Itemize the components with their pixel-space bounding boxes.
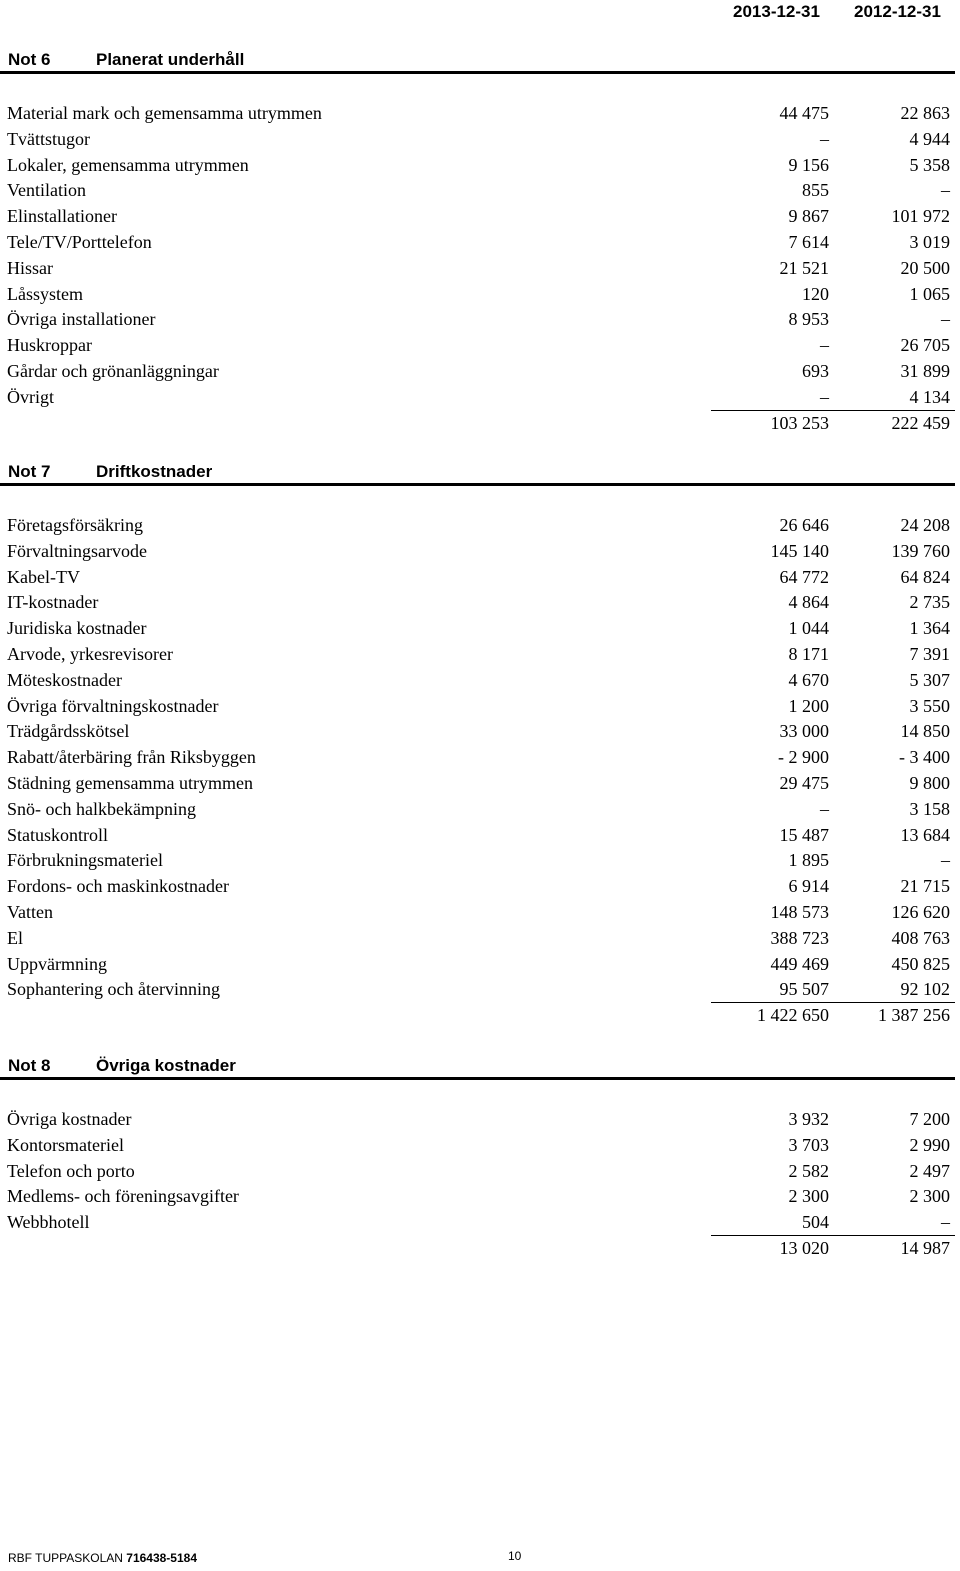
row-label: Kabel-TV	[7, 566, 80, 587]
row-label: Vatten	[7, 902, 53, 922]
row-value-2013: 9 867	[788, 206, 829, 227]
row-value-2013: 6 914	[788, 876, 829, 897]
row-value-2013: 3 703	[788, 1134, 829, 1155]
total-row	[0, 1003, 955, 1029]
note-number: Not 7	[8, 462, 51, 481]
table-row	[0, 874, 955, 900]
row-value-2012: 2 497	[909, 1160, 950, 1181]
table-row	[0, 823, 955, 849]
row-value-2013: 693	[802, 361, 829, 381]
row-value-2012: 20 500	[900, 257, 950, 278]
row-value-2013: 4 864	[788, 592, 829, 613]
row-label: Tele/TV/Porttelefon	[7, 232, 152, 252]
row-label: Material mark och gemensamma utrymmen	[7, 103, 322, 123]
row-value-2013: 1 200	[788, 695, 829, 716]
row-value-2013: 388 723	[770, 927, 829, 948]
row-value-2013: 449 469	[770, 953, 829, 974]
row-value-2012: 4 944	[909, 128, 950, 149]
note-header	[0, 48, 955, 74]
table-row	[0, 926, 955, 952]
table-row	[0, 642, 955, 668]
table-row	[0, 256, 955, 282]
row-value-2013: 120	[802, 283, 829, 304]
note-title: Driftkostnader	[96, 462, 213, 481]
row-label: Huskroppar	[7, 335, 92, 356]
table-row	[0, 565, 955, 591]
column-header-2012: 2012-12-31	[854, 2, 941, 21]
row-value-2013: 44 475	[779, 103, 829, 123]
row-value-2013: 95 507	[779, 979, 829, 1000]
row-value-2013: 15 487	[779, 824, 829, 845]
table-row	[0, 204, 955, 230]
column-header-2013: 2013-12-31	[733, 2, 820, 21]
row-value-2012: 1 364	[909, 618, 950, 639]
row-value-2013: 504	[802, 1212, 829, 1233]
total-value-2013: 13 020	[779, 1238, 829, 1258]
row-value-2012: –	[941, 180, 950, 201]
table-row	[0, 230, 955, 256]
row-value-2013: 33 000	[779, 721, 829, 742]
row-value-2013: 9 156	[788, 154, 829, 175]
table-row	[0, 359, 955, 385]
row-label: El	[7, 927, 23, 948]
row-value-2012: 408 763	[891, 927, 950, 948]
row-value-2013: 148 573	[770, 902, 829, 922]
table-row	[0, 977, 955, 1003]
row-value-2012: –	[941, 850, 950, 871]
row-label: Företagsförsäkring	[7, 515, 143, 535]
table-row	[0, 539, 955, 565]
row-value-2013: 7 614	[788, 232, 829, 252]
row-value-2012: 7 391	[909, 644, 950, 664]
table-row	[0, 848, 955, 874]
row-label: Arvode, yrkesrevisorer	[7, 644, 173, 664]
row-value-2012: 31 899	[900, 361, 950, 381]
row-label: Uppvärmning	[7, 953, 107, 974]
table-row	[0, 1133, 955, 1159]
table-row	[0, 1107, 955, 1133]
row-value-2013: - 2 900	[778, 747, 829, 768]
row-value-2012: –	[941, 309, 950, 330]
row-label: Förvaltningsarvode	[7, 540, 147, 561]
footer-org-id: 716438-5184	[126, 1551, 197, 1565]
total-value-2012: 14 987	[900, 1238, 950, 1258]
table-row	[0, 178, 955, 204]
row-value-2013: –	[820, 798, 829, 819]
table-row	[0, 745, 955, 771]
row-value-2012: 101 972	[891, 206, 950, 227]
row-value-2013: –	[820, 386, 829, 407]
row-value-2012: 14 850	[900, 721, 950, 742]
row-value-2013: 1 044	[788, 618, 829, 639]
row-value-2012: 139 760	[891, 540, 950, 561]
total-value-2013: 103 253	[770, 412, 829, 433]
table-row	[0, 333, 955, 359]
note-header-rule	[0, 483, 955, 486]
row-value-2012: 126 620	[891, 902, 950, 922]
row-value-2013: 145 140	[770, 540, 829, 561]
table-row	[0, 952, 955, 978]
row-label: Medlems- och föreningsavgifter	[7, 1186, 239, 1207]
row-label: Övriga förvaltningskostnader	[7, 695, 219, 716]
row-value-2012: 92 102	[900, 979, 950, 1000]
row-value-2013: 2 300	[788, 1186, 829, 1207]
note-title: Planerat underhåll	[96, 50, 245, 69]
row-label: IT-kostnader	[7, 592, 99, 613]
row-value-2013: –	[820, 128, 829, 149]
row-value-2012: 21 715	[900, 876, 950, 897]
row-value-2012: 64 824	[900, 566, 950, 587]
row-value-2013: 4 670	[788, 669, 829, 690]
row-label: Kontorsmateriel	[7, 1134, 124, 1155]
row-label: Övrigt	[7, 386, 54, 407]
row-value-2013: 8 171	[788, 644, 829, 664]
total-value-2012: 1 387 256	[878, 1005, 950, 1026]
row-value-2013: 855	[802, 180, 829, 201]
row-value-2012: 24 208	[900, 515, 950, 535]
table-row	[0, 797, 955, 823]
row-label: Övriga kostnader	[7, 1109, 132, 1129]
row-label: Lokaler, gemensamma utrymmen	[7, 154, 249, 175]
row-value-2012: 9 800	[909, 773, 950, 793]
row-value-2012: 26 705	[900, 335, 950, 356]
row-value-2012: 450 825	[891, 953, 950, 974]
row-value-2012: 5 307	[909, 669, 950, 690]
row-value-2012: 7 200	[909, 1109, 950, 1129]
row-label: Rabatt/återbäring från Riksbyggen	[7, 747, 256, 768]
row-value-2013: 64 772	[779, 566, 829, 587]
table-row	[0, 282, 955, 308]
row-value-2013: 26 646	[779, 515, 829, 535]
total-row	[0, 411, 955, 437]
table-row	[0, 616, 955, 642]
row-label: Gårdar och grönanläggningar	[7, 361, 219, 381]
table-row	[0, 307, 955, 333]
row-value-2012: –	[941, 1212, 950, 1233]
row-value-2012: 4 134	[909, 386, 950, 407]
row-value-2013: 8 953	[788, 309, 829, 330]
row-value-2012: 5 358	[909, 154, 950, 175]
row-label: Telefon och porto	[7, 1160, 135, 1181]
row-label: Hissar	[7, 257, 53, 278]
note-number: Not 8	[8, 1056, 51, 1075]
note-title: Övriga kostnader	[96, 1056, 236, 1075]
row-label: Möteskostnader	[7, 669, 122, 690]
total-row	[0, 1236, 955, 1262]
table-row	[0, 1159, 955, 1185]
row-value-2012: 3 019	[909, 232, 950, 252]
table-row	[0, 513, 955, 539]
table-row	[0, 719, 955, 745]
row-value-2012: 1 065	[909, 283, 950, 304]
note-header-rule	[0, 71, 955, 74]
row-value-2012: 3 550	[909, 695, 950, 716]
row-value-2013: –	[820, 335, 829, 356]
row-value-2012: 3 158	[909, 798, 950, 819]
footer-left	[8, 1551, 197, 1565]
row-label: Juridiska kostnader	[7, 618, 147, 639]
row-value-2012: 2 735	[909, 592, 950, 613]
row-label: Trädgårdsskötsel	[7, 721, 130, 742]
note-number: Not 6	[8, 50, 51, 69]
row-value-2013: 21 521	[779, 257, 829, 278]
total-value-2012: 222 459	[891, 412, 950, 433]
row-value-2013: 3 932	[788, 1109, 829, 1129]
row-value-2013: 2 582	[788, 1160, 829, 1181]
row-value-2012: 2 300	[909, 1186, 950, 1207]
table-row	[0, 1184, 955, 1210]
row-label: Ventilation	[7, 180, 86, 201]
note-header	[0, 460, 955, 486]
row-label: Snö- och halkbekämpning	[7, 798, 196, 819]
table-row	[0, 668, 955, 694]
table-row	[0, 694, 955, 720]
table-row	[0, 385, 955, 411]
table-row	[0, 900, 955, 926]
row-label: Låssystem	[7, 283, 83, 304]
row-label: Statuskontroll	[7, 824, 109, 845]
row-label: Tvättstugor	[7, 128, 90, 149]
footer-org: RBF TUPPASKOLAN	[8, 1551, 123, 1565]
row-value-2013: 29 475	[779, 773, 829, 793]
table-row	[0, 101, 955, 127]
row-value-2012: 2 990	[909, 1134, 950, 1155]
table-row	[0, 771, 955, 797]
row-value-2012: - 3 400	[899, 747, 950, 768]
page-number: 10	[508, 1549, 522, 1563]
row-label: Webbhotell	[7, 1212, 90, 1233]
row-label: Fordons- och maskinkostnader	[7, 876, 229, 897]
row-label: Elinstallationer	[7, 206, 117, 227]
note-header	[0, 1054, 955, 1080]
row-label: Städning gemensamma utrymmen	[7, 773, 253, 793]
row-value-2012: 22 863	[900, 103, 950, 123]
table-row	[0, 127, 955, 153]
row-label: Sophantering och återvinning	[7, 979, 220, 1000]
note-header-rule	[0, 1077, 955, 1080]
row-value-2012: 13 684	[900, 824, 950, 845]
total-value-2013: 1 422 650	[757, 1005, 829, 1026]
table-row	[0, 590, 955, 616]
row-value-2013: 1 895	[788, 850, 829, 871]
row-label: Förbrukningsmateriel	[7, 850, 163, 871]
table-row	[0, 1210, 955, 1236]
table-row	[0, 153, 955, 179]
row-label: Övriga installationer	[7, 309, 156, 330]
